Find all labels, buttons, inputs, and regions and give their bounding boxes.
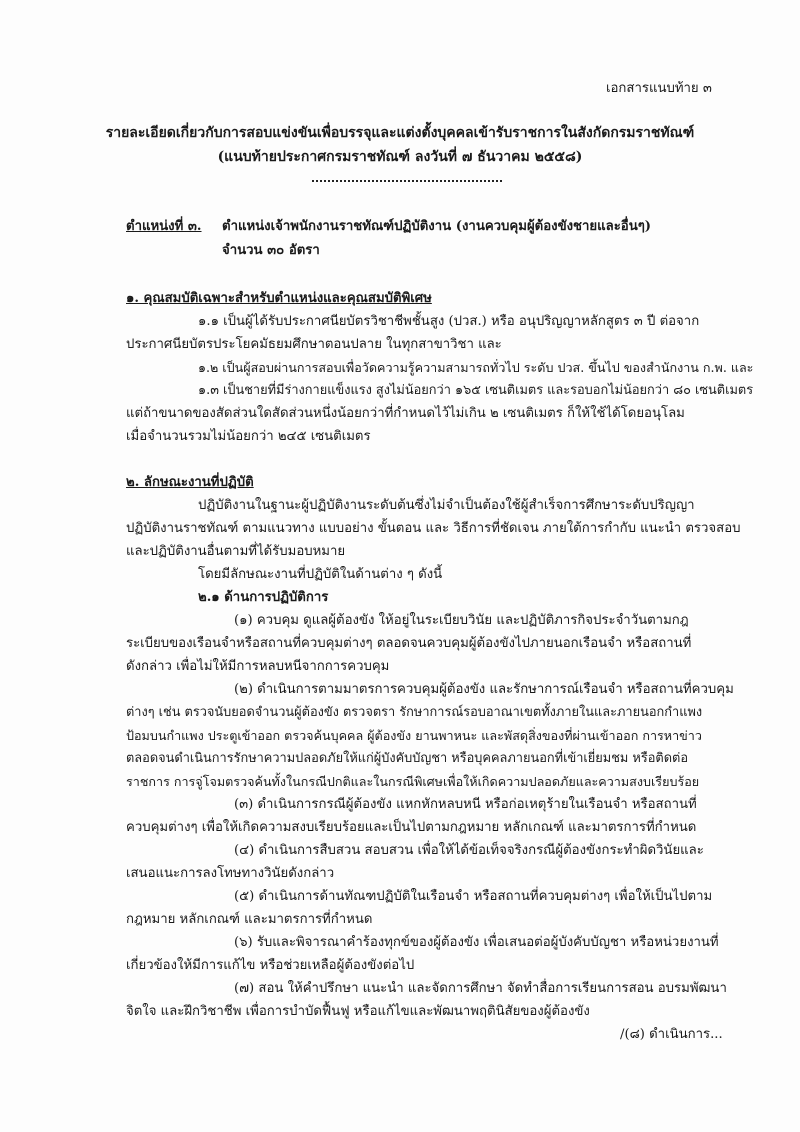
continuation-note: /(๘) ดำเนินการ... [620,1027,723,1042]
section1-line: แต่ถ้าขนาดของสัดส่วนใดสัดส่วนหนึ่งน้อยกว่าที่กำหนดไว้ไม่เกิน ๒ เซนติเมตร ก็ให้ใช้ได้โดยอนุโลม [126,406,685,421]
duty-line: (๓) ดำเนินการกรณีผู้ต้องขัง แหกหักหลบหนี หรือก่อเหตุร้ายในเรือนจำ หรือสถานที่ [234,797,697,812]
duty-line: (๒) ดำเนินการตามมาตรการควบคุมผู้ต้องขัง และรักษาการณ์เรือนจำ หรือสถานที่ควบคุม [234,682,734,697]
duty-line: ระเบียบของเรือนจำหรือสถานที่ควบคุมต่างๆ ตลอดจนควบคุมผู้ต้องขังไปภายนอกเรือนจำ หรือสถานที่ [126,636,692,651]
duty-line: ราชการ การจู่โจมตรวจค้นทั้งในกรณีปกติและในกรณีพิเศษเพื่อให้เกิดความปลอดภัยและความสงบเรียบร้อย [126,774,700,789]
section2-subheading: ๒.๑ ด้านการปฏิบัติการ [198,590,329,605]
section2-line: ปฏิบัติงานราชทัณฑ์ ตามแนวทาง แบบอย่าง ขั้นตอน และ วิธีการที่ชัดเจน ภายใต้การกำกับ แนะนำ ตรวจสอบ [126,521,741,536]
duty-line: (๕) ดำเนินการด้านทัณฑปฏิบัติในเรือนจำ หรือสถานที่ควบคุมต่างๆ เพื่อให้เป็นไปตาม [234,889,713,904]
position-label: ตำแหน่งที่ ๓. [126,219,202,234]
section1-line: เมื่อจำนวนรวมไม่น้อยกว่า ๒๔๕ เซนติเมตร [126,429,371,444]
section2-heading: ๒. ลักษณะงานที่ปฏิบัติ [126,475,254,490]
section2-line: และปฏิบัติงานอื่นตามที่ได้รับมอบหมาย [126,544,346,559]
section1-heading: ๑. คุณสมบัติเฉพาะสำหรับตำแหน่งและคุณสมบัติพิเศษ [126,291,432,306]
duty-line: (๗) สอน ให้คำปรึกษา แนะนำ และจัดการศึกษา จัดทำสื่อการเรียนการสอน อบรมพัฒนา [234,981,727,996]
duty-line: กฎหมาย หลักเกณฑ์ และมาตรการที่กำหนด [126,912,373,927]
section1-line: ๑.๒ เป็นผู้สอบผ่านการสอบเพื่อวัดความรู้ความสามารถทั่วไป ระดับ ปวส. ขึ้นไป ของสำนักงาน ก.พ. และ [198,360,754,375]
section1-line: ๑.๑ เป็นผู้ได้รับประกาศนียบัตรวิชาชีพชั้นสูง (ปวส.) หรือ อนุปริญญาหลักสูตร ๓ ปี ต่อจาก [198,314,700,329]
section1-line: ประกาศนียบัตรประโยคมัธยมศึกษาตอนปลาย ในทุกสาขาวิชา และ [126,337,502,352]
duty-line: เกี่ยวข้องให้มีการแก้ไข หรือช่วยเหลือผู้ต้องขังต่อไป [126,958,415,973]
section2-line: ปฏิบัติงานในฐานะผู้ปฏิบัติงานระดับต้นซึ่งไม่จำเป็นต้องใช้ผู้สำเร็จการศึกษาระดับปริญญา [198,498,695,513]
position-name: ตำแหน่งเจ้าพนักงานราชทัณฑ์ปฏิบัติงาน (งานควบคุมผู้ต้องขังชายและอื่นๆ) [222,219,652,234]
section1-line: ๑.๓ เป็นชายที่มีร่างกายแข็งแรง สูงไม่น้อยกว่า ๑๖๕ เซนติเมตร และรอบอกไม่น้อยกว่า ๘๐ เซนติเมตร [198,383,754,398]
duty-line: เสนอแนะการลงโทษทางวินัยดังกล่าว [126,866,335,881]
duty-line: ป้อมบนกำแพง ประตูเข้าออก ตรวจค้นบุคคล ผู้ต้องขัง ยานพาหนะ และพัสดุสิ่งของที่ผ่านเข้าออก การหาข่าว [126,728,702,743]
attachment-label: เอกสารแนบท้าย ๓ [606,81,712,96]
duty-line: ควบคุมต่างๆ เพื่อให้เกิดความสงบเรียบร้อยและเป็นไปตามกฎหมาย หลักเกณฑ์ และมาตรการที่กำหนด [126,820,697,835]
section2-line: โดยมีลักษณะงานที่ปฏิบัติในด้านต่าง ๆ ดังนี้ [198,567,443,582]
duty-line: จิตใจ และฝึกวิชาชีพ เพื่อการบำบัดฟื้นฟู หรือแก้ไขและพัฒนาพฤตินิสัยของผู้ต้องขัง [126,1004,590,1019]
document-subtitle: (แนบท้ายประกาศกรมราชทัณฑ์ ลงวันที่ ๗ ธันวาคม ๒๕๕๘) [217,149,583,165]
duty-line: ดังกล่าว เพื่อไม่ให้มีการหลบหนีจากการควบคุม [126,659,390,674]
duty-line: (๔) ดำเนินการสืบสวน สอบสวน เพื่อให้ได้ข้อเท็จจริงกรณีผู้ต้องขังกระทำผิดวินัยและ [234,843,704,858]
duty-line: (๑) ควบคุม ดูแลผู้ต้องขัง ให้อยู่ในระเบียบวินัย และปฏิบัติภารกิจประจำวันตามกฎ [234,613,689,628]
document-title: รายละเอียดเกี่ยวกับการสอบแข่งขันเพื่อบรรจุและแต่งตั้งบุคคลเข้ารับราชการในสังกัดกรมราชทัณฑ์ [105,125,695,141]
dotted-separator [312,180,502,182]
duty-line: ตลอดจนดำเนินการรักษาความปลอดภัยให้แก่ผู้บังคับบัญชา หรือบุคคลภายนอกที่เข้าเยี่ยมชม หรือติดต่อ [126,751,689,766]
position-count: จำนวน ๓๐ อัตรา [222,243,320,258]
duty-line: ต่างๆ เช่น ตรวจนับยอดจำนวนผู้ต้องขัง ตรวจตรา รักษาการณ์รอบอาณาเขตทั้งภายในและภายนอกกำแพง [126,705,703,720]
duty-line: (๖) รับและพิจารณาคำร้องทุกข์ของผู้ต้องขัง เพื่อเสนอต่อผู้บังคับบัญชา หรือหน่วยงานที่ [234,935,719,950]
